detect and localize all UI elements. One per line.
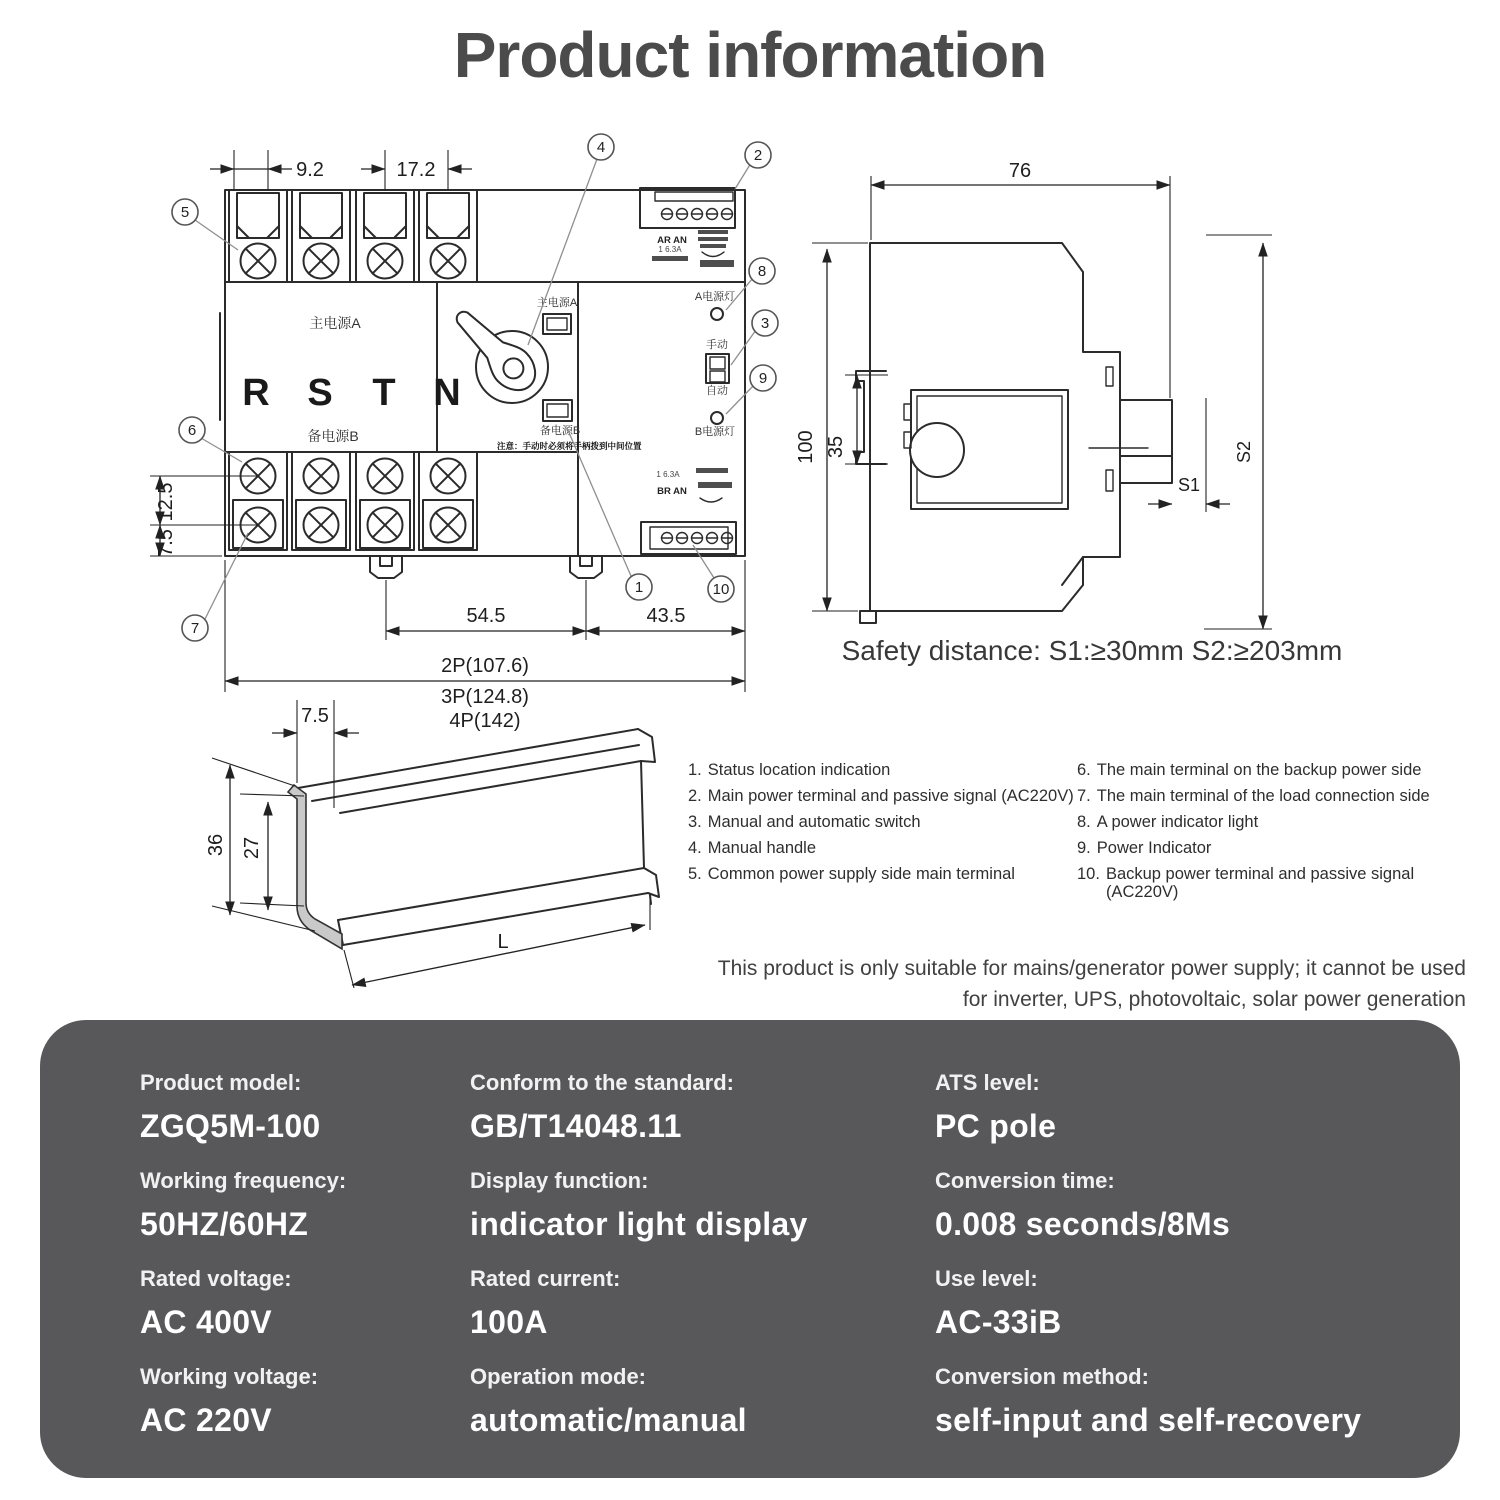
spec-value: 50HZ/60HZ bbox=[140, 1206, 309, 1242]
din-clip-icon bbox=[570, 556, 602, 578]
callout-3 bbox=[752, 310, 778, 336]
main-power-label: 主电源A bbox=[309, 315, 361, 331]
spec-label: Display function: bbox=[470, 1168, 649, 1193]
callout-8 bbox=[749, 258, 775, 284]
terminal-rating: 1 6.3A bbox=[656, 470, 680, 479]
legend-item: 6. The main terminal on the backup power side bbox=[1077, 761, 1422, 779]
dim-label: 54.5 bbox=[466, 605, 506, 627]
dim-label: 35 bbox=[825, 435, 847, 459]
din-clip-icon bbox=[370, 556, 402, 578]
phase-letter: S bbox=[307, 372, 333, 414]
legend-column-left bbox=[688, 761, 1078, 891]
dim-label: 76 bbox=[1008, 160, 1032, 182]
din-rail-drawing bbox=[205, 700, 659, 988]
auto-label: 自动 bbox=[706, 385, 728, 397]
spec-value: 100A bbox=[470, 1304, 548, 1340]
fine-print-smudge bbox=[652, 230, 734, 502]
spec-value: AC-33iB bbox=[935, 1304, 1062, 1340]
svg-text:1: 1 bbox=[634, 579, 644, 596]
spec-rated-current bbox=[470, 1266, 935, 1364]
legend-item: 10. Backup power terminal and passive signal (AC220V) bbox=[1077, 865, 1415, 901]
safety-distance-note: Safety distance: S1:≥30mm S2:≥203mm bbox=[841, 635, 1343, 666]
callout-9 bbox=[750, 365, 776, 391]
spec-label: Rated voltage: bbox=[140, 1266, 292, 1291]
terminal-marking: AR AN bbox=[657, 235, 687, 246]
legend-item: 7. The main terminal of the load connection side bbox=[1077, 787, 1430, 805]
dim-label: 7.5 bbox=[301, 705, 329, 727]
dim-label: 4P(142) bbox=[449, 710, 521, 732]
dim-label: 36 bbox=[205, 833, 227, 857]
page-title: Product information bbox=[453, 19, 1047, 91]
suitability-note bbox=[718, 953, 1466, 1015]
spec-label: Conversion time: bbox=[935, 1168, 1115, 1193]
spec-label: Product model: bbox=[140, 1070, 302, 1095]
indicator-light-b bbox=[711, 412, 723, 424]
spec-ats-level bbox=[935, 1070, 1440, 1168]
dim-label: S1 bbox=[1177, 475, 1201, 495]
spec-value: 0.008 seconds/8Ms bbox=[935, 1206, 1231, 1242]
legend-item: 1. Status location indication bbox=[688, 761, 891, 779]
main-power-terminal-block bbox=[640, 188, 735, 228]
indicator-main-label: 主电源A bbox=[536, 297, 578, 309]
main-terminal-row bbox=[229, 190, 477, 282]
spec-label: Operation mode: bbox=[470, 1364, 647, 1389]
svg-text:5: 5 bbox=[180, 204, 190, 221]
legend-item: 4. Manual handle bbox=[688, 839, 817, 857]
dim-label: 9.2 bbox=[296, 159, 324, 181]
side-knob bbox=[910, 423, 964, 477]
dim-label: 27 bbox=[241, 836, 263, 860]
legend-item: 8. A power indicator light bbox=[1077, 813, 1259, 831]
front-view-drawing bbox=[150, 134, 778, 732]
spec-working-frequency bbox=[140, 1168, 470, 1266]
callout-2 bbox=[745, 142, 771, 168]
spec-conversion-method bbox=[935, 1364, 1440, 1462]
svg-text:6: 6 bbox=[187, 422, 197, 439]
legend-item: 3. Manual and automatic switch bbox=[688, 813, 921, 831]
specs-panel bbox=[40, 1020, 1460, 1478]
dim-label: 2P(107.6) bbox=[441, 655, 529, 677]
dim-label: 17.2 bbox=[396, 159, 436, 181]
spec-conversion-time bbox=[935, 1168, 1440, 1266]
dim-label: 7.5 bbox=[155, 529, 177, 557]
passive-signal-icon bbox=[700, 498, 722, 502]
spec-label: Rated current: bbox=[470, 1266, 621, 1291]
rail-profile-cross-section bbox=[288, 785, 342, 949]
spec-rated-voltage bbox=[140, 1266, 470, 1364]
spec-label: Working voltage: bbox=[140, 1364, 319, 1389]
spec-label: ATS level: bbox=[935, 1070, 1040, 1095]
dim-label: 12.5 bbox=[155, 482, 177, 522]
spec-display-function bbox=[470, 1168, 935, 1266]
legend-item: 9. Power Indicator bbox=[1077, 839, 1212, 857]
spec-value: GB/T14048.11 bbox=[470, 1108, 682, 1144]
suitability-note-line2: for inverter, UPS, photovoltaic, solar power generation bbox=[962, 988, 1466, 1011]
legend-item: 5. Common power supply side main terminal bbox=[688, 865, 1015, 883]
dim-label: 43.5 bbox=[646, 605, 686, 627]
spec-operation-mode bbox=[470, 1364, 935, 1462]
terminal-marking: BR AN bbox=[657, 486, 687, 497]
callout-5 bbox=[172, 199, 198, 225]
callout-4 bbox=[588, 134, 614, 160]
dim-label: S2 bbox=[1234, 440, 1254, 464]
dim-label: L bbox=[497, 931, 509, 953]
spec-label: Conversion method: bbox=[935, 1364, 1149, 1389]
passive-signal-icon bbox=[702, 252, 724, 257]
legend-item: 2. Main power terminal and passive signal (AC220V) bbox=[688, 787, 1074, 805]
spec-standard bbox=[470, 1070, 935, 1168]
legend-column-right bbox=[1077, 761, 1487, 909]
light-a-label: A电源灯 bbox=[694, 291, 736, 303]
spec-value: AC 400V bbox=[140, 1304, 272, 1340]
backup-power-terminal-block bbox=[641, 522, 736, 554]
spec-label: Conform to the standard: bbox=[470, 1070, 734, 1095]
backup-load-terminal-rows bbox=[229, 452, 477, 550]
manual-label: 手动 bbox=[706, 339, 728, 351]
phase-letter: T bbox=[372, 372, 396, 414]
caution-note: 注意：手动时必须将手柄拨到中间位置 bbox=[497, 441, 642, 451]
svg-text:10: 10 bbox=[712, 581, 730, 598]
indicator-backup-label: 备电源B bbox=[539, 425, 581, 437]
light-b-label: B电源灯 bbox=[694, 426, 736, 438]
terminal-rating: 1 6.3A bbox=[658, 245, 682, 254]
dim-label: 3P(124.8) bbox=[441, 686, 529, 708]
spec-value: self-input and self-recovery bbox=[935, 1402, 1362, 1438]
spec-value: PC pole bbox=[935, 1108, 1057, 1144]
phase-letter: R bbox=[242, 372, 270, 414]
svg-text:4: 4 bbox=[596, 139, 606, 156]
svg-text:7: 7 bbox=[190, 620, 200, 637]
mode-toggle-switch bbox=[706, 354, 729, 383]
spec-value: indicator light display bbox=[470, 1206, 808, 1242]
callout-6 bbox=[179, 417, 205, 443]
svg-text:8: 8 bbox=[757, 263, 767, 280]
callout-1 bbox=[626, 574, 652, 600]
spec-label: Use level: bbox=[935, 1266, 1038, 1291]
callout-10 bbox=[708, 576, 734, 602]
suitability-note-line1: This product is only suitable for mains/generator power supply; it cannot be used bbox=[717, 957, 1466, 980]
spec-value: AC 220V bbox=[140, 1402, 272, 1438]
spec-label: Working frequency: bbox=[140, 1168, 347, 1193]
spec-value: automatic/manual bbox=[470, 1402, 747, 1438]
svg-text:2: 2 bbox=[753, 147, 763, 164]
side-view-drawing bbox=[795, 160, 1342, 666]
backup-power-label: 备电源B bbox=[307, 428, 359, 444]
spec-product-model bbox=[140, 1070, 470, 1168]
svg-text:3: 3 bbox=[760, 315, 770, 332]
spec-working-voltage bbox=[140, 1364, 470, 1462]
spec-use-level bbox=[935, 1266, 1440, 1364]
phase-letter: N bbox=[433, 372, 461, 414]
svg-text:9: 9 bbox=[758, 370, 768, 387]
dim-label: 100 bbox=[795, 430, 817, 464]
indicator-light-a bbox=[711, 308, 723, 320]
callout-7 bbox=[182, 615, 208, 641]
spec-value: ZGQ5M-100 bbox=[140, 1108, 321, 1144]
